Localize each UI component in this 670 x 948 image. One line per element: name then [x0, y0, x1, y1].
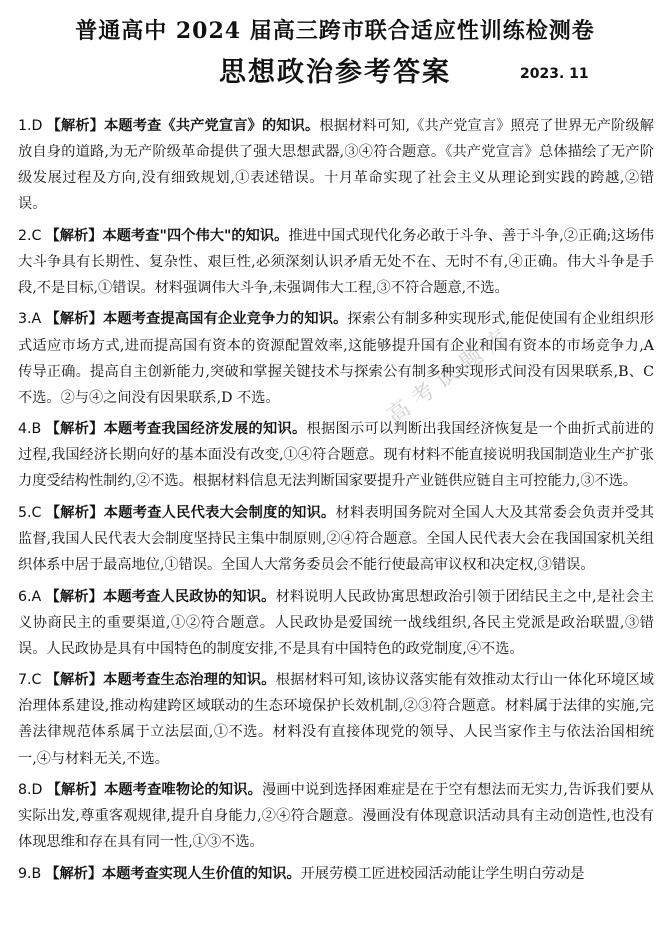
answer-option: A — [31, 311, 42, 328]
answer-topic: 本题考查唯物论的知识。 — [104, 781, 262, 798]
answer-option: C — [31, 672, 42, 689]
answer-topic: 本题考查《共产党宣言》的知识。 — [104, 118, 320, 134]
subject-title: 思想政治参考答案 — [219, 57, 451, 88]
answer-item-8 — [18, 777, 654, 855]
answer-text: 推进中国式现代化务必敢于斗争、善于斗争,②正确;这场伟大斗争具有长期性、复杂性、艰巨性,必须深刻认识矛盾无处不在、无时不有,④正确。伟大斗争是手段,不是目标,①错误。材料强调伟大斗争,未强调伟大工程,③不符合题意,不选。 — [18, 227, 654, 296]
analysis-tag: 【解析】 — [45, 421, 104, 438]
analysis-tag: 【解析】 — [45, 504, 104, 521]
answer-item-5 — [18, 500, 654, 578]
answer-option: D — [31, 781, 43, 798]
answer-number: 8. — [18, 781, 32, 798]
answer-text: 根据材料可知,《共产党宣言》照亮了世界无产阶级解放自身的道路,为无产阶级革命提供了强大思想武器,③④符合题意。《共产党宣言》总体描绘了无产阶级发展过程及方向,没有细致规划,①表述错误。十月革命实现了社会主义从理论到实践的跨越,②错误。 — [18, 118, 654, 213]
analysis-tag: 【解析】 — [45, 672, 104, 689]
answer-topic: 本题考查生态治理的知识。 — [103, 672, 276, 689]
analysis-tag: 【解析】 — [46, 118, 105, 134]
answer-item-9 — [18, 861, 654, 887]
answer-item-2 — [18, 223, 654, 301]
answer-item-4 — [18, 416, 654, 494]
answer-item-1 — [18, 113, 654, 217]
answer-topic: 本题考查提高国有企业竞争力的知识。 — [102, 311, 348, 328]
answer-text: 漫画中说到选择困难症是在于空有想法而无实力,告诉我们要从实际出发,尊重客观规律,提升自身能力,②④符合题意。漫画没有体现意识活动具有主动创造性,也没有体现思维和存在具有同一性,①③不选。 — [18, 781, 654, 851]
watermark: 高考试题库 — [382, 320, 519, 430]
answer-text: 材料表明国务院对全国人大及其常委会负责并受其监督,我国人民代表大会制度坚持民主集中制原则,②④符合题意。全国人民代表大会在我国国家机关组织体系中居于最高地位,①错误。全国人大常务委员会不能行使最高审议权和决定权,③错误。 — [18, 504, 654, 574]
answer-topic: 本题考查人民政协的知识。 — [102, 588, 276, 605]
analysis-tag: 【解析】 — [45, 588, 103, 605]
answer-list — [18, 113, 654, 892]
analysis-tag: 【解析】 — [45, 227, 103, 244]
analysis-tag: 【解析】 — [45, 865, 103, 882]
answer-item-3 — [18, 306, 654, 410]
answer-option: C — [31, 504, 42, 521]
answer-text: 材料说明人民政协寓思想政治引领于团结民主之中,是社会主义协商民主的重要渠道,①②符合题意。人民政协是爱国统一战线组织,各民主党派是政治联盟,③错误。人民政协是具有中国特色的制度安排,不是具有中国特色的政党制度,④不选。 — [18, 588, 654, 657]
answer-topic: 本题考查实现人生价值的知识。 — [102, 865, 301, 882]
answer-text: 探索公有制多种实现形式,能促使国有企业组织形式适应市场方式,进而提高国有资本的资源配置效率,这能够提升国有企业和国有资本的市场竞争力,A 传导正确。提高自主创新能力,突破和掌握关键技术与探索公有制多种实现形式间没有因果联系,B、C 不选。②与④之间没有因果联系,D 不选。 — [18, 311, 654, 406]
answer-topic: 本题考查人民代表大会制度的知识。 — [103, 504, 336, 521]
answer-option: C — [31, 227, 42, 244]
answer-number: 3. — [18, 311, 32, 328]
answer-option: B — [31, 421, 42, 438]
answer-item-7 — [18, 667, 654, 771]
answer-option: A — [31, 588, 42, 605]
answer-topic: 本题考查我国经济发展的知识。 — [103, 421, 307, 438]
exam-date: 2023. 11 — [520, 66, 589, 82]
answer-item-6 — [18, 584, 654, 662]
answer-text: 开展劳模工匠进校园活动能让学生明白劳动是 — [300, 865, 585, 882]
answer-topic: 本题考查"四个伟大"的知识。 — [102, 227, 289, 244]
analysis-tag: 【解析】 — [45, 311, 103, 328]
answer-number: 6. — [18, 588, 32, 605]
answer-number: 2. — [18, 227, 32, 244]
answer-number: 9. — [18, 865, 32, 882]
analysis-tag: 【解析】 — [46, 781, 105, 798]
answer-text: 根据图示可以判断出我国经济恢复是一个曲折式前进的过程,我国经济长期向好的基本面没有改变,①④符合题意。现有材料不能直接说明我国制造业生产扩张力度受结构性制约,②不选。根据材料信息无法判断国家要提升产业链供应链自主可控能力,③不选。 — [18, 421, 654, 490]
exam-title: 普通高中 2024 届高三跨市联合适应性训练检测卷 — [75, 18, 595, 44]
answer-text: 根据材料可知,该协议落实能有效推动太行山一体化环境区域治理体系建设,推动构建跨区域联动的生态环境保护长效机制,②③符合题意。材料属于法律的实施,完善法律规范体系属于立法层面,①不选。材料没有直接体现党的领导、人民当家作主与依法治国相统一,④与材料无关,不选。 — [18, 672, 654, 767]
answer-option: B — [31, 865, 42, 882]
answer-number: 1. — [18, 118, 32, 134]
answer-number: 4. — [18, 421, 32, 438]
answer-number: 7. — [18, 672, 32, 689]
answer-number: 5. — [18, 504, 32, 521]
answer-option: D — [31, 118, 43, 134]
